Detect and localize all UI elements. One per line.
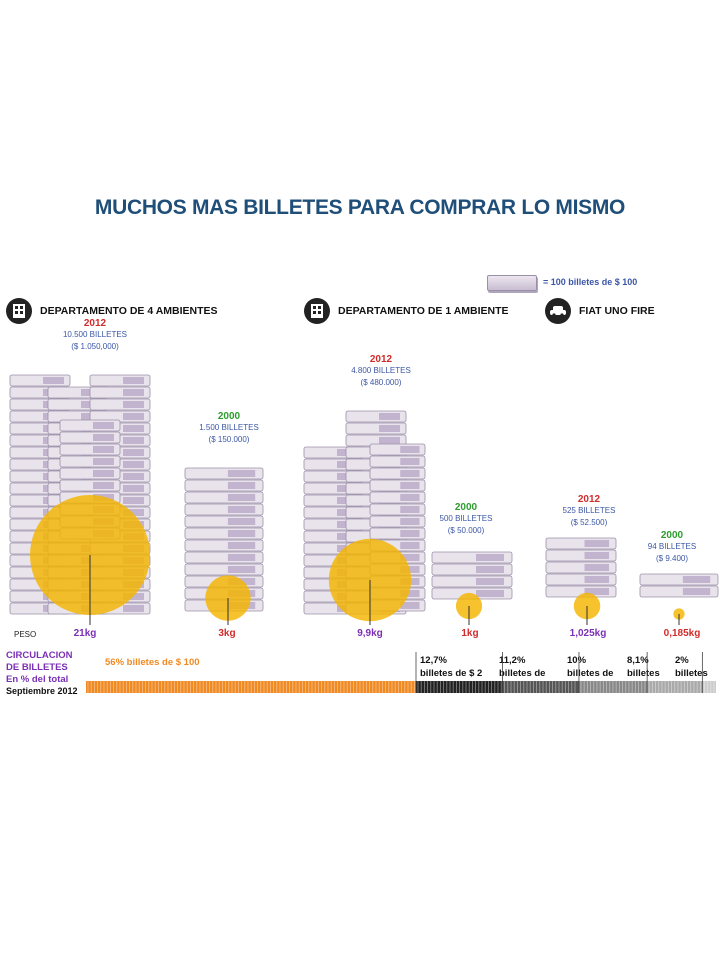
page-title: MUCHOS MAS BILLETES PARA COMPRAR LO MISMO xyxy=(94,196,626,219)
segment-desc: billetes de xyxy=(499,668,546,679)
monto-value: ($ 1.050,000) xyxy=(71,342,119,351)
weight-label: 9,9kg xyxy=(357,628,383,639)
segment-pct: 12,7% xyxy=(420,655,447,666)
billetes-count: 1.500 BILLETES xyxy=(199,423,259,432)
monto-value: ($ 52.500) xyxy=(570,518,608,527)
billetes-count: 94 BILLETES xyxy=(647,542,697,551)
weight-label: 0,185kg xyxy=(663,628,701,639)
monto-value: ($ 480.000) xyxy=(360,378,402,387)
billetes-count: 500 BILLETES xyxy=(439,514,493,523)
year-label: 2012 xyxy=(83,318,107,329)
year-label: 2000 xyxy=(454,502,478,513)
monto-value: ($ 50.000) xyxy=(447,526,485,535)
circulation-title-line2: DE BILLETES xyxy=(6,662,68,673)
segment-label: 56% billetes de $ 100 xyxy=(105,657,200,668)
monto-value: ($ 150.000) xyxy=(208,435,250,444)
segment-desc: billetes xyxy=(627,668,660,679)
billetes-count: 10.500 BILLETES xyxy=(62,330,128,339)
weight-label: 1,025kg xyxy=(569,628,607,639)
circulation-title-line1: CIRCULACION xyxy=(6,650,73,661)
segment-desc: billetes de $ 2 xyxy=(420,668,483,679)
peso-label: PESO xyxy=(14,630,37,639)
billetes-count: 4.800 BILLETES xyxy=(351,366,411,375)
segment-desc: billetes xyxy=(675,668,708,679)
category-label: DEPARTAMENTO DE 1 AMBIENTE xyxy=(338,305,509,317)
monto-value: ($ 9.400) xyxy=(655,554,689,563)
weight-label: 1kg xyxy=(461,628,479,639)
segment-pct: 10% xyxy=(567,655,587,666)
circulation-date: Septiembre 2012 xyxy=(6,686,78,696)
segment-pct: 8,1% xyxy=(627,655,649,666)
category-label: DEPARTAMENTO DE 4 AMBIENTES xyxy=(40,305,218,317)
legend-label: = 100 billetes de $ 100 xyxy=(543,277,638,287)
year-label: 2012 xyxy=(369,354,393,365)
year-label: 2000 xyxy=(660,530,684,541)
year-label: 2012 xyxy=(577,494,601,505)
weight-label: 3kg xyxy=(218,628,236,639)
segment-pct: 2% xyxy=(675,655,689,666)
weight-label: 21kg xyxy=(73,628,97,639)
circulation-subtitle: En % del total xyxy=(6,674,69,685)
billetes-count: 525 BILLETES xyxy=(562,506,616,515)
year-label: 2000 xyxy=(217,411,241,422)
segment-pct: 11,2% xyxy=(499,655,526,666)
category-label: FIAT UNO FIRE xyxy=(579,305,655,317)
segment-desc: billetes de xyxy=(567,668,614,679)
